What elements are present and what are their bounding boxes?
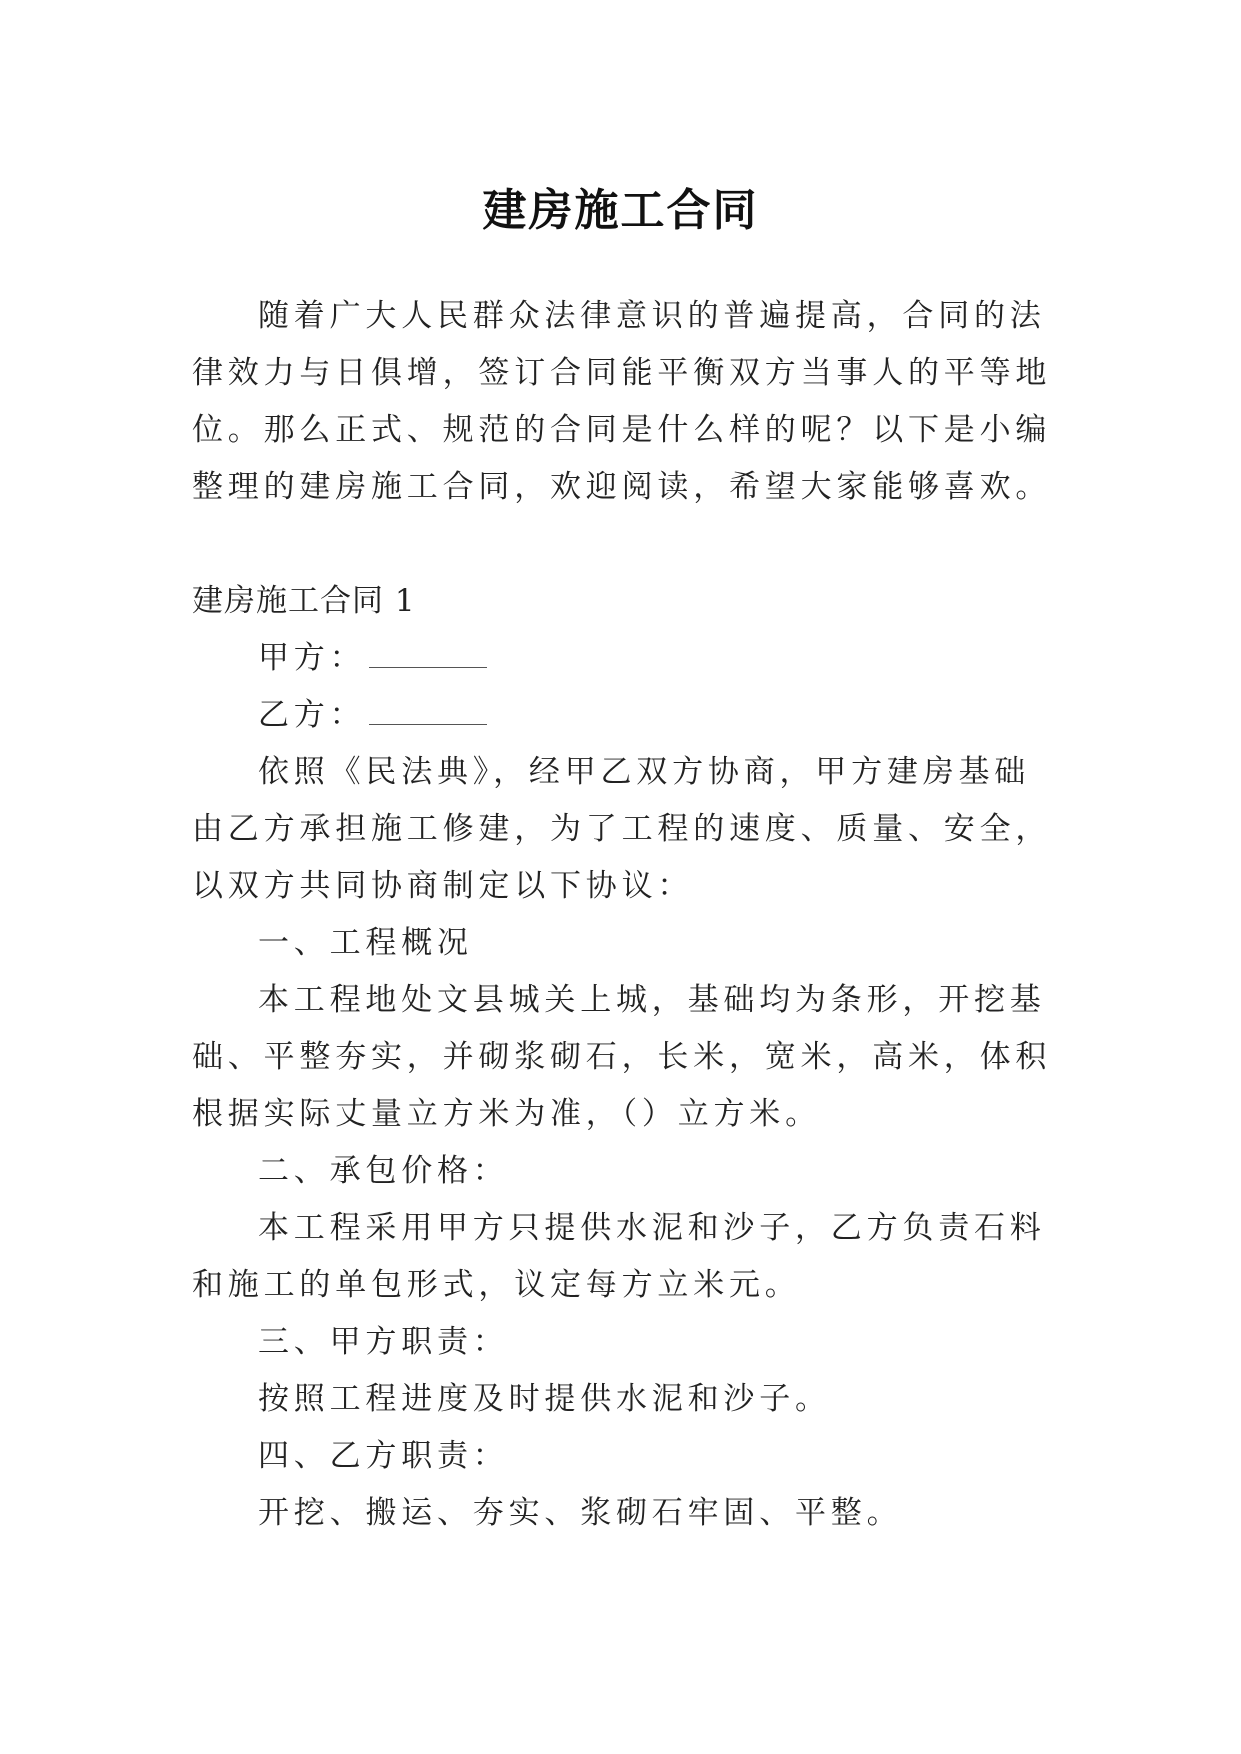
party-b-label: 乙方： (258, 697, 366, 733)
clause-4-heading: 四、乙方职责： (258, 1438, 509, 1474)
clause-1-text: 本工程地处文县城关上城，基础均为条形，开挖基础、平整夯实，并砌浆砌石，长米，宽米，高米，体积根据实际丈量立方米为准，（）立方米。 (192, 982, 1052, 1132)
clause-1-heading: 一、工程概况 (258, 925, 473, 961)
intro-paragraph: 随着广大人民群众法律意识的普遍提高，合同的法律效力与日俱增，签订合同能平衡双方当事人的平等地位。那么正式、规范的合同是什么样的呢？以下是小编整理的建房施工合同，欢迎阅读，希望大家能够喜欢。 (192, 298, 1052, 505)
clause-4-text: 开挖、搬运、夯实、浆砌石牢固、平整。 (258, 1495, 903, 1531)
party-a-label: 甲方： (258, 640, 366, 676)
clause-2-heading: 二、承包价格： (258, 1153, 509, 1189)
preamble-paragraph: 依照《民法典》，经甲乙双方协商，甲方建房基础由乙方承担施工修建，为了工程的速度、质量、安全，以双方共同协商制定以下协议： (192, 754, 1052, 904)
clause-3-heading: 三、甲方职责： (258, 1324, 509, 1360)
party-b-blank (369, 702, 487, 725)
party-a-line (192, 630, 1062, 687)
party-b-line (192, 687, 1062, 744)
document-title: 建房施工合同 (482, 185, 759, 237)
clause-2-text: 本工程采用甲方只提供水泥和沙子，乙方负责石料和施工的单包形式，议定每方立米元。 (192, 1210, 1046, 1303)
document-body (192, 288, 1062, 1542)
clause-3-text: 按照工程进度及时提供水泥和沙子。 (258, 1381, 831, 1417)
section-title: 建房施工合同 1 (192, 583, 416, 619)
party-a-blank (369, 645, 487, 668)
